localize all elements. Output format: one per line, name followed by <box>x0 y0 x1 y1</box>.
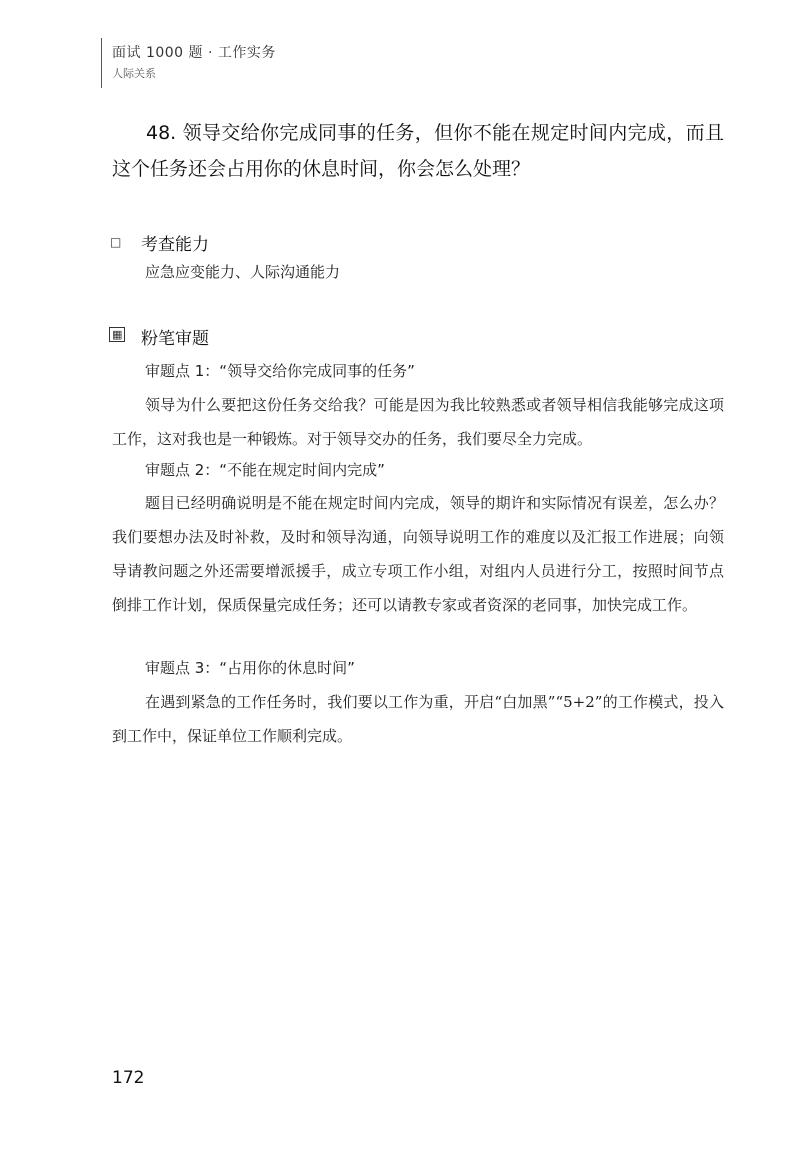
analysis-icon: ▦ <box>109 327 125 342</box>
point-3-text: 在遇到紧急的工作任务时，我们要以工作为重，开启“白加黑”“5+2”的工作模式，投入到工作中，保证单位工作顺利完成。 <box>112 693 724 745</box>
page-number: 172 <box>112 1068 145 1088</box>
question-text: 48. 领导交给你完成同事的任务，但你不能在规定时间内完成，而且这个任务还会占用你的休息时间，你会怎么处理？ <box>112 122 724 180</box>
ability-icon: □ <box>110 235 122 249</box>
point-1-label: 审题点 1：“领导交给你完成同事的任务” <box>145 362 415 380</box>
book-title: 面试 1000 题 · 工作实务 <box>112 45 276 61</box>
point-3-label: 审题点 3：“占用你的休息时间” <box>145 659 355 677</box>
chapter-subtitle: 人际关系 <box>112 67 156 80</box>
point-1-text: 领导为什么要把这份任务交给我？可能是因为我比较熟悉或者领导相信我能够完成这项工作，这对我也是一种锻炼。对于领导交办的任务，我们要尽全力完成。 <box>112 396 724 448</box>
header-rule <box>101 38 102 88</box>
ability-title: 考查能力 <box>141 235 209 255</box>
analysis-title: 粉笔审题 <box>141 329 209 349</box>
ability-content: 应急应变能力、人际沟通能力 <box>145 263 341 281</box>
point-2-text: 题目已经明确说明是不能在规定时间内完成，领导的期许和实际情况有误差，怎么办？我们要想办法及时补救，及时和领导沟通，向领导说明工作的难度以及汇报工作进展；向领导请教问题之外还需要增派援手，成立专项工作小组，对组内人员进行分工，按照时间节点倒排工作计划，保质保量完成任务；还可以请教专家或者资深的老同事，加快完成工作。 <box>112 494 724 614</box>
point-2-label: 审题点 2：“不能在规定时间内完成” <box>145 461 385 479</box>
